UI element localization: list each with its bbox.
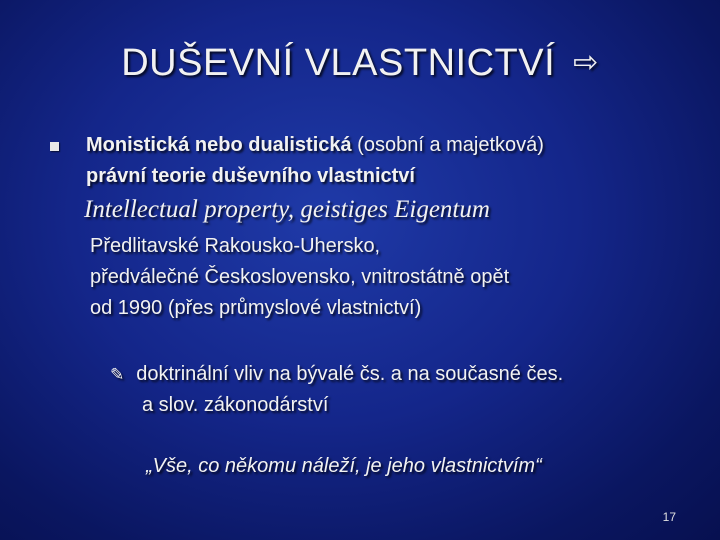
influence-paragraph (110, 359, 690, 421)
slide-title (0, 42, 720, 85)
history-line: Předlitavské Rakousko-Uhersko, (90, 235, 381, 257)
history-line: předválečné Československo, vnitrostátně opět (90, 266, 510, 288)
bullet-bold-text: Monistická nebo dualistická (86, 134, 352, 156)
bullet-normal-text: (osobní a majetková) (351, 134, 544, 156)
arrow-right-icon: ⇨ (573, 46, 599, 79)
italic-terms: Intellectual property, geistiges Eigentum (84, 196, 490, 223)
quote: „Vše, co někomu náleží, je jeho vlastnictvím“ (146, 455, 542, 477)
history-paragraph (90, 231, 650, 324)
bullet-paragraph (86, 130, 686, 192)
page-number: 17 (662, 510, 676, 524)
influence-line: a slov. zákonodárství (142, 394, 329, 416)
history-line: od 1990 (přes průmyslové vlastnictví) (90, 297, 422, 319)
square-bullet-icon (50, 142, 59, 151)
pen-icon: ✎ (110, 365, 125, 384)
bullet-second-line: právní teorie duševního vlastnictví (86, 165, 415, 187)
title-text: DUŠEVNÍ VLASTNICTVÍ (121, 42, 556, 84)
influence-line: doktrinální vliv na bývalé čs. a na současné čes. (136, 363, 564, 385)
